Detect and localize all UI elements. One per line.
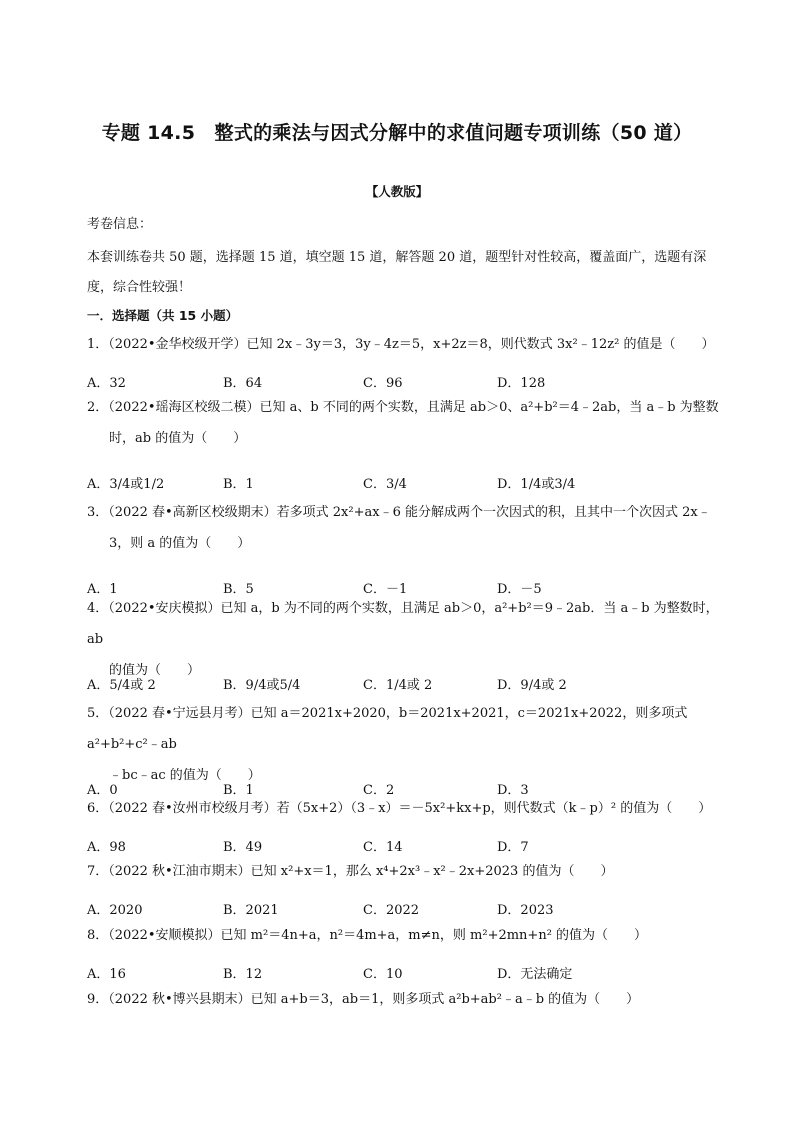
- option-d[interactable]: D．1/4或3/4: [497, 477, 576, 492]
- option-d[interactable]: D．9/4或 2: [497, 678, 567, 693]
- info-text: 本套训练卷共 50 题，选择题 15 道，填空题 15 道，解答题 20 道，题型针对性较高，覆盖面广，选题有深度，综合性较强！: [87, 250, 707, 295]
- question-stem: 1．（2022•金华校级开学）已知 2x﹣3y＝3，3y﹣4z＝5，x+2z＝8，则代数式 3x²﹣12z² 的值是（ ）: [87, 337, 715, 352]
- question-stem-continued: ﹣bc﹣ac 的值为（ ）: [109, 768, 261, 783]
- page-title: 专题 14.5 整式的乘法与因式分解中的求值问题专项训练（50 道）: [101, 122, 693, 144]
- option-d[interactable]: D．7: [497, 840, 529, 855]
- question-stem: 9．（2022 秋•博兴县期末）已知 a+b＝3，ab＝1，则多项式 a²b+ab²﹣a﹣b 的值为（ ）: [87, 992, 640, 1007]
- option-b[interactable]: B．49: [223, 840, 263, 855]
- option-a[interactable]: A．2020: [87, 903, 143, 918]
- option-b[interactable]: B．9/4或5/4: [223, 678, 301, 693]
- answer-options: [87, 473, 727, 493]
- option-a[interactable]: A．16: [87, 967, 126, 982]
- option-d[interactable]: D．128: [497, 376, 546, 391]
- option-b[interactable]: B．5: [223, 582, 254, 597]
- question-2: [87, 392, 727, 454]
- option-b[interactable]: B．1: [223, 783, 254, 798]
- answer-options: [87, 963, 727, 983]
- option-c[interactable]: C．96: [363, 376, 403, 391]
- question-4: [87, 593, 727, 686]
- question-3: [87, 497, 727, 559]
- option-a[interactable]: A．5/4或 2: [87, 678, 156, 693]
- question-stem: 8．（2022•安顺模拟）已知 m²＝4n+a，n²＝4m+a，m≠n，则 m²+2mn+n² 的值为（ ）: [87, 928, 648, 943]
- option-a[interactable]: A．1: [87, 582, 118, 597]
- section-heading: 一．选择题（共 15 小题）: [87, 308, 239, 323]
- question-stem-continued: 的值为（ ）: [109, 663, 201, 678]
- option-b[interactable]: B．64: [223, 376, 263, 391]
- question-1: [87, 329, 727, 360]
- option-c[interactable]: C．2: [363, 783, 395, 798]
- question-stem-continued: 时，ab 的值为（ ）: [109, 431, 247, 446]
- option-a[interactable]: A．32: [87, 376, 126, 391]
- answer-options: [87, 372, 727, 392]
- question-stem: 4．（2022•安庆模拟）已知 a，b 为不同的两个实数，且满足 ab＞0，a²+b²＝9﹣2ab．当 a﹣b 为整数时，ab: [87, 601, 719, 647]
- option-b[interactable]: B．1: [223, 477, 254, 492]
- question-7: [87, 856, 727, 887]
- answer-options: [87, 674, 727, 694]
- option-d[interactable]: D．2023: [497, 903, 554, 918]
- option-c[interactable]: C．14: [363, 840, 403, 855]
- option-c[interactable]: C．2022: [363, 903, 420, 918]
- option-a[interactable]: A．3/4或1/2: [87, 477, 165, 492]
- question-6: [87, 793, 727, 824]
- option-a[interactable]: A．98: [87, 840, 126, 855]
- question-stem-continued: 3，则 a 的值为（ ）: [109, 536, 251, 551]
- option-c[interactable]: C．3/4: [363, 477, 407, 492]
- option-b[interactable]: B．2021: [223, 903, 279, 918]
- option-c[interactable]: C．10: [363, 967, 403, 982]
- question-5: [87, 698, 727, 791]
- question-stem: 3．（2022 春•高新区校级期末）若多项式 2x²+ax﹣6 能分解成两个一次因式的积，且其中一个次因式 2x﹣: [87, 505, 711, 520]
- info-label: 考卷信息：: [87, 217, 153, 232]
- option-c[interactable]: C．－1: [363, 582, 408, 597]
- answer-options: [87, 899, 727, 919]
- question-stem: 2．（2022•瑶海区校级二模）已知 a、b 不同的两个实数，且满足 ab＞0、a²+b²＝4﹣2ab，当 a﹣b 为整数: [87, 400, 719, 415]
- question-stem: 6．（2022 春•汝州市校级月考）若（5x+2）（3﹣x）＝－5x²+kx+p，则代数式（k﹣p）² 的值为（ ）: [87, 801, 712, 816]
- question-stem: 7．（2022 秋•江油市期末）已知 x²+x＝1，那么 x⁴+2x³﹣x²﹣2x+2023 的值为（ ）: [87, 864, 614, 879]
- option-d[interactable]: D．－5: [497, 582, 542, 597]
- option-a[interactable]: A．0: [87, 783, 118, 798]
- option-c[interactable]: C．1/4或 2: [363, 678, 433, 693]
- question-stem: 5．（2022 春•宁远县月考）已知 a＝2021x+2020，b＝2021x+2021，c＝2021x+2022，则多项式 a²+b²+c²﹣ab: [87, 706, 688, 752]
- question-8: [87, 920, 727, 951]
- answer-options: [87, 836, 727, 856]
- option-b[interactable]: B．12: [223, 967, 263, 982]
- question-9: [87, 984, 727, 1015]
- edition-label: 【人教版】: [365, 184, 429, 199]
- option-d[interactable]: D．无法确定: [497, 967, 573, 982]
- option-d[interactable]: D．3: [497, 783, 529, 798]
